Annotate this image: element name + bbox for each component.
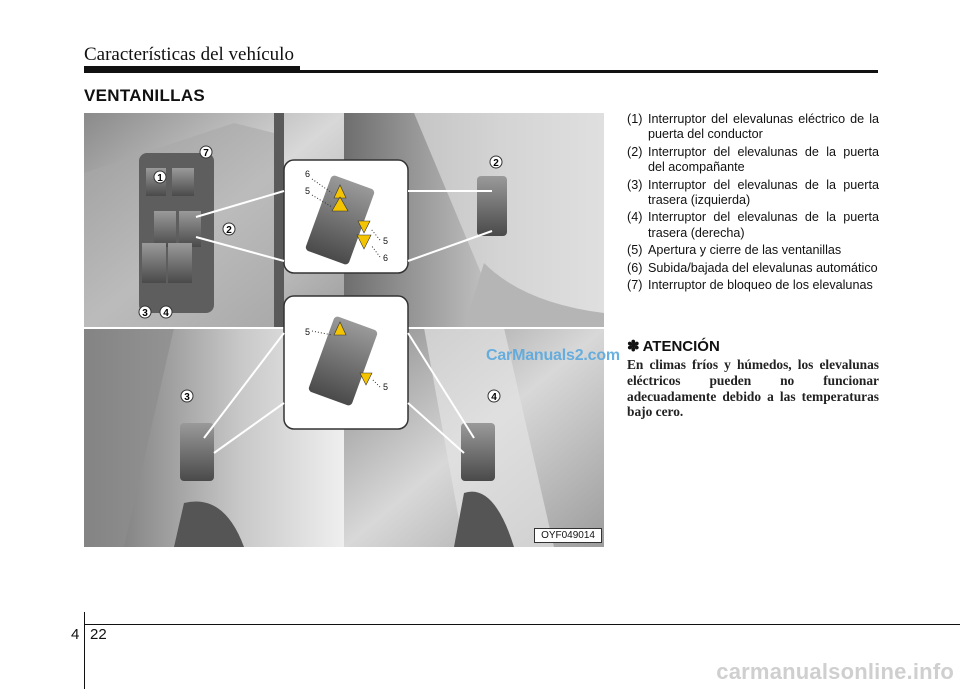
rear-right-switch <box>461 423 495 481</box>
label-5-bottom: 5 <box>383 236 389 246</box>
section-title: VENTANILLAS <box>84 86 206 105</box>
label-6-bottom: 6 <box>383 253 389 263</box>
list-item-text: Interruptor del elevalunas eléctrico de la puerta del conductor <box>648 112 879 142</box>
callout-4-rear: 4 <box>491 392 497 403</box>
page-chapter: 4 <box>71 626 80 643</box>
callout-7: 7 <box>203 148 209 159</box>
list-item-number: (4) <box>627 210 643 225</box>
list-item-text: Subida/bajada del elevalunas automático <box>648 260 878 275</box>
list-item-number: (3) <box>627 177 643 192</box>
watermark-link[interactable]: CarManuals2.com <box>486 347 620 364</box>
label-5-rear-top: 5 <box>305 327 311 337</box>
door-panel-illustration <box>84 113 604 547</box>
site-watermark: carmanualsonline.info <box>716 659 954 684</box>
passenger-switch <box>477 176 507 236</box>
list-item-number: (7) <box>627 278 643 293</box>
list-item-number: (6) <box>627 260 643 275</box>
label-6-top: 6 <box>305 169 311 179</box>
list-item-number: (5) <box>627 243 643 258</box>
atencion-heading <box>627 337 720 355</box>
list-item <box>627 278 879 293</box>
callout-3-rear: 3 <box>184 392 190 403</box>
list-item <box>627 112 879 143</box>
list-item <box>627 261 879 276</box>
callout-1: 1 <box>157 173 163 184</box>
list-item-number: (1) <box>627 112 643 126</box>
driver-switch-cluster <box>139 153 214 313</box>
legend-list <box>627 112 879 295</box>
list-item <box>627 210 879 241</box>
list-item-number: (2) <box>627 144 643 159</box>
callout-3: 3 <box>142 308 148 319</box>
list-item <box>627 145 879 176</box>
header-rule <box>84 70 878 73</box>
list-item <box>627 178 879 209</box>
atencion-body: En climas fríos y húmedos, los elevalunas eléctricos pueden no funcionar adecuadamente debido a las temperaturas bajo cero. <box>627 357 879 420</box>
label-5-rear-bottom: 5 <box>383 382 389 392</box>
label-5-top: 5 <box>305 186 311 196</box>
header-title: Características del vehículo <box>84 44 294 65</box>
window-switch-figure <box>84 113 604 547</box>
callout-4: 4 <box>163 308 169 319</box>
atencion-title: ATENCIÓN <box>642 338 720 355</box>
list-item-text: Interruptor de bloqueo de los elevalunas <box>648 278 873 293</box>
list-item-text: Apertura y cierre de las ventanillas <box>648 243 842 258</box>
footer-divider-horizontal <box>84 624 960 625</box>
list-item-text: Interruptor del elevalunas de la puerta trasera (derecha) <box>648 210 879 240</box>
list-item <box>627 243 879 258</box>
callout-2: 2 <box>226 225 232 236</box>
asterisk-icon: ✽ <box>627 338 640 355</box>
list-item-text: Interruptor del elevalunas de la puerta trasera (izquierda) <box>648 177 879 208</box>
zoom-box-rear <box>284 296 408 429</box>
figure-code: OYF049014 <box>534 528 602 543</box>
list-item-text: Interruptor del elevalunas de la puerta del acompañante <box>648 144 879 175</box>
page-number: 22 <box>90 626 107 643</box>
zoom-box-driver <box>284 160 408 273</box>
callout-2-passenger: 2 <box>493 158 499 169</box>
